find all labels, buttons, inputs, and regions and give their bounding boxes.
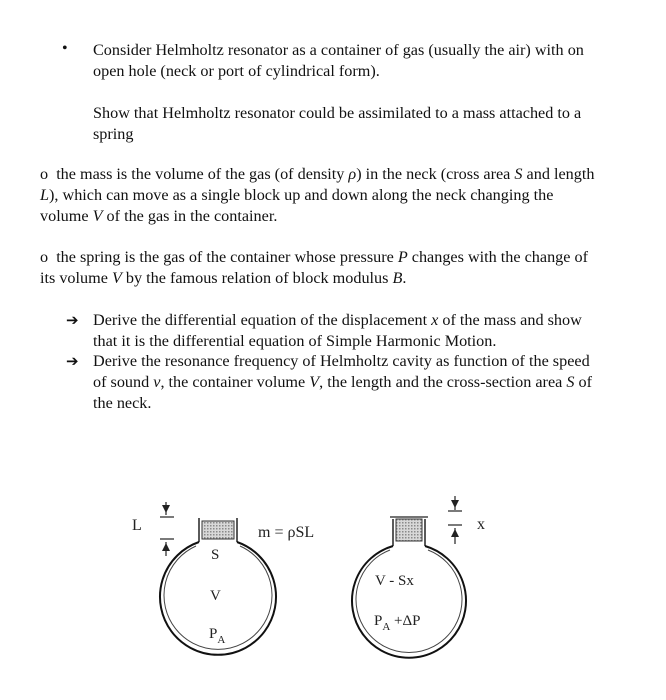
intro-line-1: Consider Helmholtz resonator as a container of gas (usually the air) with on [93,41,584,59]
spring-line-2: its volume V by the famous relation of block modulus B. [40,269,407,287]
label-PA-plus-dP: $P_A +\Delta P$ [374,613,421,633]
label-mass: m = ρSL [258,524,315,541]
mass-line-2: L), which can move as a single block up and down along the neck changing the [40,186,554,204]
spring-line-1: o the spring is the gas of the container whose pressure P changes with the change of [40,248,588,266]
label-x: x [477,516,485,533]
label-S: S [211,547,220,563]
intro-line-2: open hole (neck or port of cylindrical form). [93,62,380,80]
derive2-line-2: of sound v, the container volume V, the length and the cross-section area S of [93,373,592,391]
circle-bullet-mass: o [40,165,49,183]
label-V-minus-Sx: V - Sx [375,573,414,589]
circle-bullet-spring: o [40,248,49,266]
label-P: $P_A$ [209,626,226,646]
derive2-line-3: the neck. [93,394,152,412]
task-line-1: Show that Helmholtz resonator could be assimilated to a mass attached to a [93,104,582,122]
arrow-icon: ➔ [66,352,79,370]
task-line-2: spring [93,125,134,143]
arrow-icon: ➔ [66,311,79,329]
derive2-line-1: Derive the resonance frequency of Helmholtz cavity as function of the speed [93,352,590,370]
mass-line-3: volume V of the gas in the container. [40,207,278,225]
derive1-line-1: Derive the differential equation of the displacement x of the mass and show [93,311,582,329]
derive1-line-2: that it is the differential equation of Simple Harmonic Motion. [93,332,497,350]
label-V: V [210,588,221,604]
bullet-dot: • [62,40,68,57]
label-L: L [132,517,142,534]
mass-line-1: o the mass is the volume of the gas (of density ρ) in the neck (cross area S and length [40,165,595,183]
